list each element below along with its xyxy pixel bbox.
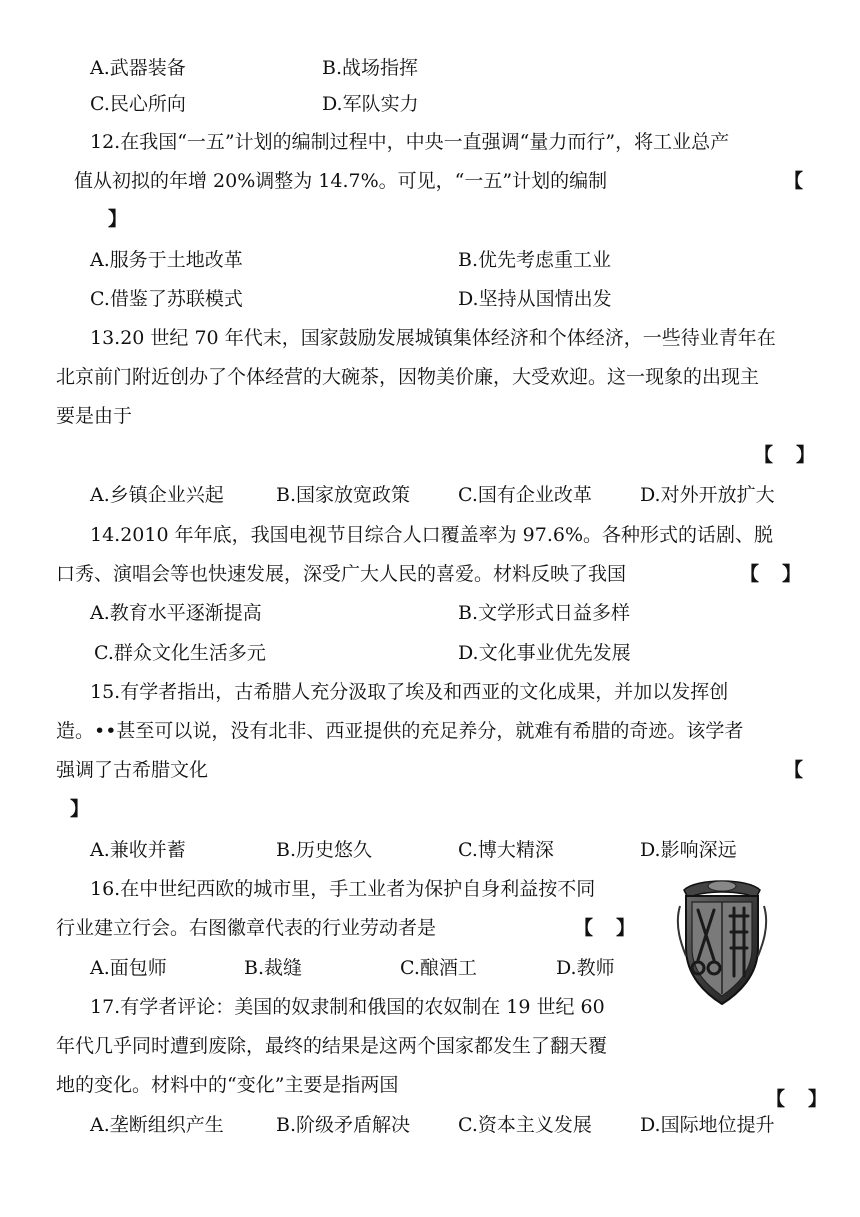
- q15-stem-line-3: 强调了古希腊文化: [56, 759, 209, 781]
- q12-option-d: D.坚持从国情出发: [458, 288, 612, 310]
- guild-badge-image: [676, 876, 768, 1006]
- q13-option-d: D.对外开放扩大: [640, 484, 775, 506]
- q16-stem-line-2: 行业建立行会。右图徽章代表的行业劳动者是: [56, 917, 437, 939]
- q12-option-c: C.借鉴了苏联模式: [90, 288, 243, 310]
- q17-option-a: A.垄断组织产生: [90, 1114, 224, 1136]
- q14-stem-line-1: 14.2010 年年底，我国电视节目综合人口覆盖率为 97.6%。各种形式的话剧、脱: [90, 524, 774, 546]
- q17-stem-line-1: 17.有学者评论：美国的奴隶制和俄国的农奴制在 19 世纪 60: [90, 996, 605, 1018]
- q14-option-c: C.群众文化生活多元: [94, 642, 266, 664]
- q13-option-c: C.国有企业改革: [458, 484, 592, 506]
- q13-option-b: B.国家放宽政策: [276, 484, 411, 506]
- q12-stem-line-2: 值从初拟的年增 20%调整为 14.7%。可见，“一五”计划的编制: [74, 170, 608, 192]
- q17-stem-line-2: 年代几乎同时遭到废除，最终的结果是这两个国家都发生了翻天覆: [56, 1035, 608, 1057]
- q16-answer-bracket: 【 】: [574, 917, 638, 939]
- q13-stem-line-2: 北京前门附近创办了个体经营的大碗茶，因物美价廉，大受欢迎。这一现象的出现主: [56, 366, 760, 388]
- q15-stem-line-1: 15.有学者指出，古希腊人充分汲取了埃及和西亚的文化成果，并加以发挥创: [90, 681, 729, 703]
- q15-option-a: A.兼收并蓄: [90, 839, 186, 861]
- q15-option-c: C.博大精深: [458, 839, 554, 861]
- q13-stem-line-3: 要是由于: [56, 405, 133, 427]
- q16-option-c: C.酿酒工: [400, 957, 477, 979]
- q16-option-d: D.教师: [556, 957, 615, 979]
- q17-answer-bracket: 【 】: [766, 1088, 830, 1110]
- q15-option-d: D.影响深远: [640, 839, 737, 861]
- q13-stem-line-1: 13.20 世纪 70 年代末，国家鼓励发展城镇集体经济和个体经济，一些待业青年在: [90, 327, 776, 349]
- q11-option-a: A.武器装备: [90, 57, 186, 79]
- q12-option-b: B.优先考虑重工业: [458, 249, 612, 271]
- q17-option-b: B.阶级矛盾解决: [276, 1114, 411, 1136]
- q13-option-a: A.乡镇企业兴起: [90, 484, 224, 506]
- q14-option-d: D.文化事业优先发展: [458, 642, 631, 664]
- q13-answer-bracket: 【 】: [754, 444, 818, 466]
- q14-stem-line-2: 口秀、演唱会等也快速发展，深受广大人民的喜爱。材料反映了我国: [56, 563, 627, 585]
- q11-option-b: B.战场指挥: [322, 57, 419, 79]
- q12-answer-bracket-open: 【: [784, 170, 806, 192]
- q14-answer-bracket: 【 】: [740, 563, 804, 585]
- q12-stem-line-1: 12.在我国“一五”计划的编制过程中，中央一直强调“量力而行”，将工业总产: [90, 131, 730, 153]
- q11-option-c: C.民心所向: [90, 93, 186, 115]
- q12-answer-bracket-close: 】: [108, 208, 130, 230]
- q17-option-d: D.国际地位提升: [640, 1114, 775, 1136]
- q12-option-a: A.服务于土地改革: [90, 249, 243, 271]
- q16-option-a: A.面包师: [90, 957, 167, 979]
- q15-answer-bracket-close: 】: [70, 798, 92, 820]
- q15-option-b: B.历史悠久: [276, 839, 373, 861]
- q14-option-b: B.文学形式日益多样: [458, 602, 631, 624]
- q16-option-b: B.裁缝: [244, 957, 303, 979]
- q17-stem-line-3: 地的变化。材料中的“变化”主要是指两国: [56, 1074, 399, 1096]
- q17-option-c: C.资本主义发展: [458, 1114, 592, 1136]
- q15-stem-line-2: 造。••甚至可以说，没有北非、西亚提供的充足养分，就难有希腊的奇迹。该学者: [56, 720, 744, 742]
- q15-answer-bracket-open: 【: [784, 759, 806, 781]
- q11-option-d: D.军队实力: [322, 93, 419, 115]
- q14-option-a: A.教育水平逐渐提高: [90, 602, 262, 624]
- q16-stem-line-1: 16.在中世纪西欧的城市里，手工业者为保护自身利益按不同: [90, 878, 596, 900]
